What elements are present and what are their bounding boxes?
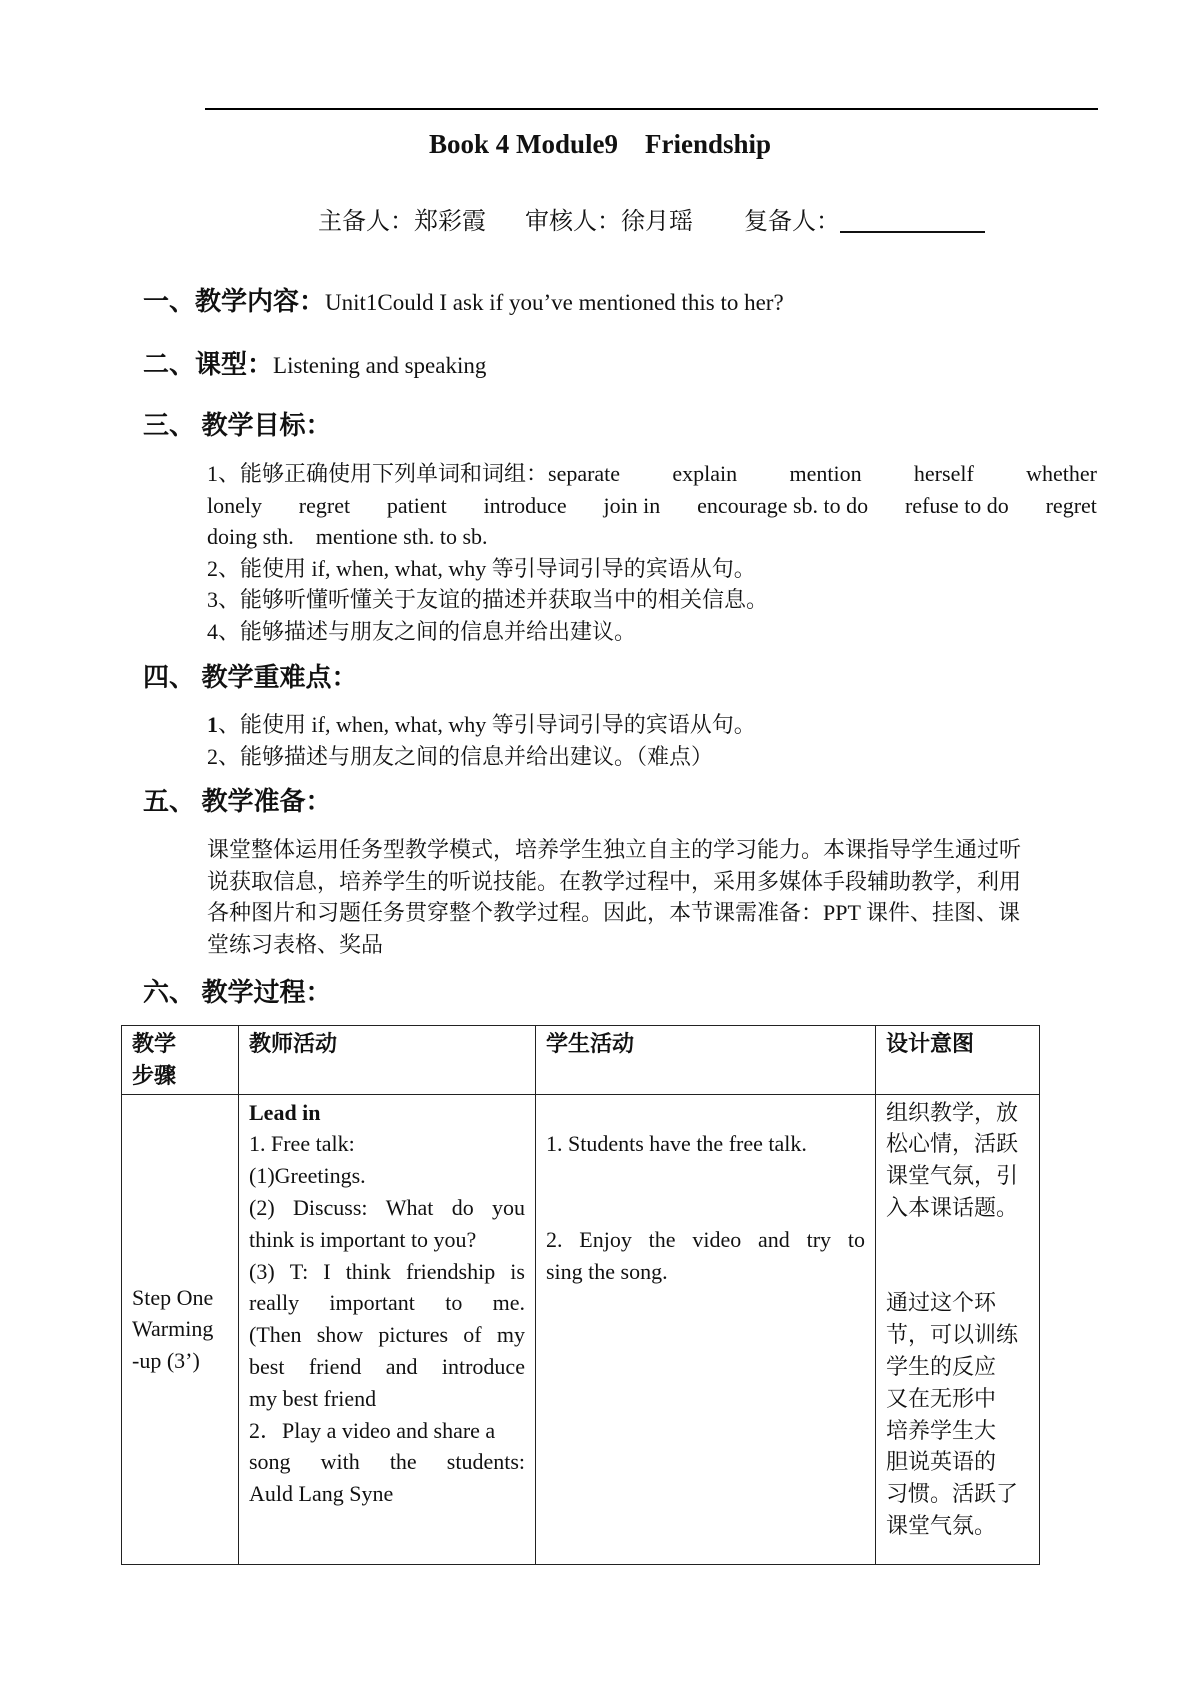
student-line: 1. Students have the free talk. <box>546 1131 807 1157</box>
teacher-line <box>249 1319 525 1351</box>
key-point-number: 1 <box>207 712 218 737</box>
header-student: 学生活动 <box>536 1026 876 1095</box>
teacher-line <box>249 1256 525 1288</box>
word: students: <box>446 1449 525 1475</box>
intent-line: 学生的反应 <box>886 1353 997 1379</box>
word: think <box>345 1258 391 1284</box>
objective-line-3: doing sth. mentione sth. to sb. <box>207 524 488 549</box>
word: T: <box>289 1258 309 1284</box>
teacher-line: think is important to you? <box>249 1226 477 1252</box>
table-row <box>122 1094 1040 1564</box>
teacher-line: (1)Greetings. <box>249 1163 366 1189</box>
cell-teacher-activity <box>239 1094 536 1564</box>
word: patient <box>386 492 447 518</box>
key-point-1 <box>207 709 1097 741</box>
teacher-line <box>249 1287 525 1319</box>
preparation-line: 课堂整体运用任务型教学模式，培养学生独立自主的学习能力。本课指导学生通过听 <box>207 837 1022 862</box>
teacher-line: my best friend <box>249 1385 377 1411</box>
section-heading: 六、 教学过程： <box>143 978 332 1007</box>
word: regret <box>298 492 351 518</box>
word: friendship <box>406 1258 496 1284</box>
word: best <box>249 1353 285 1379</box>
word: explain <box>672 461 738 486</box>
teacher-line <box>249 1446 525 1478</box>
objective-line-1 <box>207 458 1097 490</box>
teacher-line: 2．Play a video and share a <box>249 1417 496 1443</box>
intent-line: 习惯。活跃了 <box>886 1481 1019 1507</box>
word: important <box>329 1290 415 1316</box>
word: is <box>510 1258 525 1284</box>
word: pictures <box>378 1322 449 1348</box>
cell-design-intent <box>876 1094 1040 1564</box>
word: the <box>389 1449 417 1475</box>
section-preparation-heading <box>143 782 332 822</box>
intent-line: 组织教学，放 <box>886 1099 1019 1125</box>
section-lesson-type <box>143 345 486 386</box>
preparation-line: 堂练习表格、奖品 <box>207 931 384 957</box>
word: (2) <box>249 1194 275 1220</box>
word: introduce <box>441 1353 525 1379</box>
header-rule <box>205 108 1098 110</box>
word: my <box>496 1322 525 1348</box>
intent-line: 通过这个环 <box>886 1290 997 1316</box>
word: regret <box>1045 492 1097 518</box>
word: to <box>847 1226 865 1252</box>
cell-student-activity <box>536 1094 876 1564</box>
header-step <box>122 1026 239 1095</box>
section-heading: 四、 教学重难点： <box>143 663 358 692</box>
teacher-line <box>249 1192 525 1224</box>
intent-line: 松心情，活跃 <box>886 1131 1019 1157</box>
header-text: 教学 <box>132 1031 177 1056</box>
key-point-2: 2、能够描述与朋友之间的信息并给出建议。（难点） <box>207 743 714 769</box>
cell-step <box>122 1094 239 1564</box>
word: herself <box>913 461 974 486</box>
word: Enjoy <box>579 1226 632 1252</box>
spacer <box>546 1097 865 1129</box>
main-preparer: 主备人：郑彩霞 <box>318 209 486 235</box>
section-content: Listening and speaking <box>273 353 487 378</box>
word: join in <box>603 492 661 518</box>
section-objectives-body <box>207 458 1097 647</box>
header-teacher: 教师活动 <box>239 1026 536 1095</box>
word: friend <box>308 1353 362 1379</box>
objective-item-2: 2、能使用 if, when, what, why 等引导词引导的宾语从句。 <box>207 555 756 581</box>
preparation-line: 各种图片和习题任务贯穿整个教学过程。因此，本节课需准备：PPT 课件、挂图、课 <box>207 900 1021 925</box>
word: I <box>323 1258 331 1284</box>
intent-line: 入本课话题。 <box>886 1194 1019 1220</box>
step-text: Warming <box>132 1316 214 1342</box>
objective-item-4: 4、能够描述与朋友之间的信息并给出建议。 <box>207 618 637 644</box>
section-heading: 五、 教学准备： <box>143 787 332 816</box>
word: (Then <box>249 1322 302 1348</box>
section-key-points-body <box>207 709 1097 772</box>
word: the <box>648 1226 676 1252</box>
section-objectives-heading <box>143 406 332 446</box>
word: What <box>385 1194 434 1220</box>
word: to <box>445 1290 463 1316</box>
reviewer: 审核人：徐月瑶 <box>525 209 693 235</box>
lead-in-heading: Lead in <box>249 1099 321 1125</box>
secondary-preparer <box>744 204 985 240</box>
word: me. <box>492 1290 525 1316</box>
spacer <box>886 1224 1029 1256</box>
section-process-heading <box>143 973 332 1013</box>
intent-line: 课堂气氛。 <box>886 1512 997 1538</box>
intent-line: 培养学生大 <box>886 1417 997 1443</box>
word: really <box>249 1290 300 1316</box>
table-header-row <box>122 1026 1040 1095</box>
spacer <box>546 1192 865 1224</box>
word: you <box>492 1194 525 1220</box>
intent-line: 节，可以训练 <box>886 1322 1019 1348</box>
section-heading: 一、教学内容： <box>143 287 326 316</box>
document-title: Book 4 Module9 Friendship <box>428 129 772 159</box>
word: lonely <box>207 492 262 518</box>
word: and <box>385 1353 418 1379</box>
word: of <box>463 1322 482 1348</box>
intent-line: 胆说英语的 <box>886 1449 997 1475</box>
section-heading: 三、 教学目标： <box>143 411 332 440</box>
spacer <box>546 1160 865 1192</box>
section-preparation-body <box>207 834 1097 960</box>
key-point-text: 、能使用 if, when, what, why 等引导词引导的宾语从句。 <box>218 712 756 737</box>
word: whether <box>1026 461 1097 486</box>
section-teaching-content <box>143 282 784 323</box>
word: (3) <box>249 1258 275 1284</box>
word: and <box>758 1226 790 1252</box>
intent-line: 又在无形中 <box>886 1385 997 1411</box>
step-text: -up (3’) <box>132 1348 200 1374</box>
objective-line-2 <box>207 490 1097 522</box>
word: introduce <box>483 492 567 518</box>
word: 2. <box>546 1226 563 1252</box>
word: video <box>692 1226 742 1252</box>
word: refuse to do <box>904 492 1009 518</box>
word: encourage sb. to do <box>697 492 869 518</box>
header-intent: 设计意图 <box>876 1026 1040 1095</box>
objective-item-3: 3、能够听懂听懂关于友谊的描述并获取当中的相关信息。 <box>207 587 769 612</box>
word: with <box>320 1449 360 1475</box>
spacer <box>886 1256 1029 1288</box>
teacher-line <box>249 1351 525 1383</box>
header-text: 步骤 <box>132 1062 177 1088</box>
word: 1、能够正确使用下列单词和词组：separate <box>207 461 621 486</box>
word: show <box>316 1322 364 1348</box>
preparation-line: 说获取信息，培养学生的听说技能。在教学过程中，采用多媒体手段辅助教学，利用 <box>207 868 1022 894</box>
teaching-process-table <box>121 1025 1040 1565</box>
word: try <box>806 1226 832 1252</box>
student-line <box>546 1224 865 1256</box>
word: Discuss: <box>292 1194 368 1220</box>
step-text: Step One <box>132 1284 214 1310</box>
teacher-line: 1. Free talk: <box>249 1131 355 1157</box>
word: song <box>249 1449 291 1475</box>
word: do <box>451 1194 474 1220</box>
intent-line: 课堂气氛，引 <box>886 1163 1019 1189</box>
section-key-points-heading <box>143 658 358 698</box>
student-line: sing the song. <box>546 1258 668 1284</box>
teacher-line: Auld Lang Syne <box>249 1481 394 1507</box>
section-content: Unit1Could I ask if you’ve mentioned this to her? <box>325 290 784 315</box>
secondary-preparer-label: 复备人： <box>744 209 840 235</box>
section-heading: 二、课型： <box>143 350 274 379</box>
word: mention <box>789 461 862 486</box>
secondary-preparer-blank <box>840 205 985 233</box>
